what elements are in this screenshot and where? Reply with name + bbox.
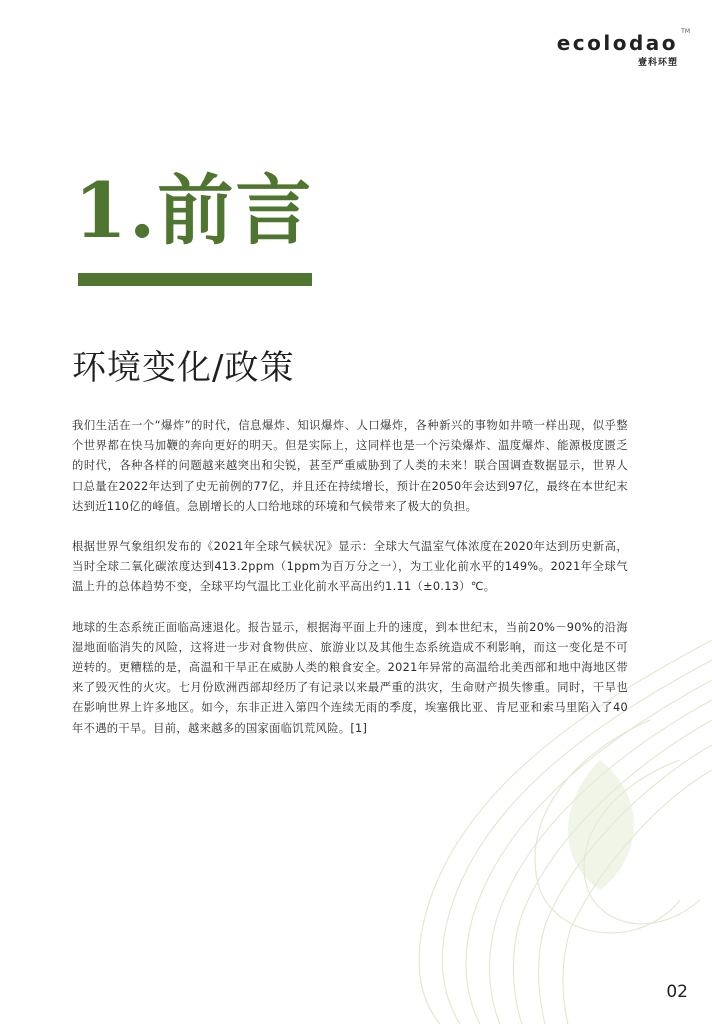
logo-wordmark: ecolodao	[556, 31, 678, 55]
paragraph-population: 我们生活在一个“爆炸”的时代，信息爆炸、知识爆炸、人口爆炸，各种新兴的事物如井喷一样出现，似乎整个世界都在快马加鞭的奔向更好的明天。但是实际上，这同样也是一个污染爆炸、温度爆炸、能源极度匮乏的时代，各种各样的问题越来越突出和尖锐，甚至严重威胁到了人类的未来！联合国调查数据显示，世界人口总量在2022年达到了史无前例的77亿，并且还在持续增长，预计在2050年会达到97亿，最终在本世纪末达到近110亿的峰值。急剧增长的人口给地球的环境和气候带来了极大的负担。	[72, 419, 628, 513]
chapter-underline-bar	[78, 273, 312, 286]
body-text	[72, 416, 628, 739]
logo-trademark: TM	[681, 28, 690, 35]
paragraph-ecosystem: 地球的生态系统正面临高速退化。报告显示，根据海平面上升的速度，到本世纪末，当前20%－90%的沿海湿地面临消失的风险，这将进一步对食物供应、旅游业以及其他生态系统造成不利影响，而这一变化是不可逆转的。更糟糕的是，高温和干旱正在威胁人类的粮食安全。2021年异常的高温给北美西部和地中海地区带来了毁灭性的火灾。七月份欧洲西部却经历了有记录以来最严重的洪灾，生命财产损失惨重。同时，干旱也在影响世界上许多地区。如今，东非正进入第四个连续无雨的季度，埃塞俄比亚、肯尼亚和索马里陷入了40年不遇的干旱。目前，越来越多的国家面临饥荒风险。[1]	[72, 620, 628, 735]
paragraph-climate-report: 根据世界气象组织发布的《2021年全球气候状况》显示：全球大气温室气体浓度在2020年达到历史新高，当时全球二氧化碳浓度达到413.2ppm（1ppm为百万分之一），为工业化前水平的149%。2021年全球气温上升的总体趋势不变，全球平均气温比工业化前水平高出约1.11（±0.13）℃。	[72, 540, 628, 594]
section-title: 环境变化/政策	[72, 348, 295, 388]
chapter-title: 1.前言	[74, 166, 314, 255]
brand-logo	[556, 28, 690, 68]
logo-subtitle: 壹科环塑	[637, 58, 678, 68]
page-number: 02	[666, 982, 688, 1002]
